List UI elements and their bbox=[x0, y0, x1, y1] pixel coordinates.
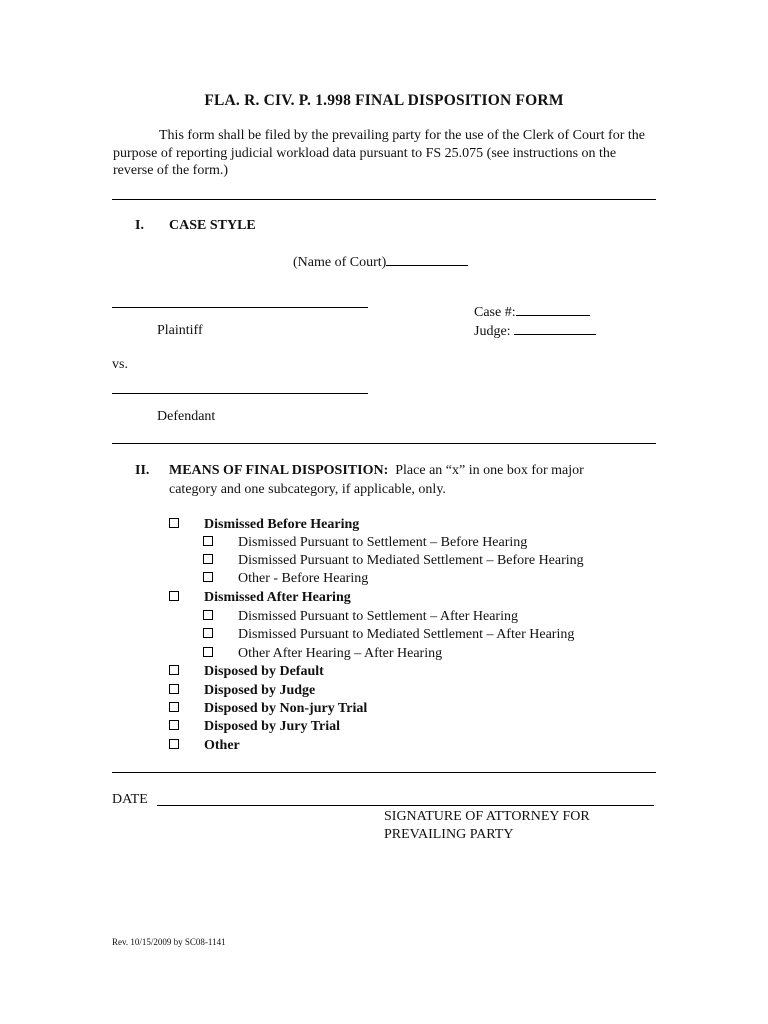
option-disposed-judge[interactable] bbox=[169, 682, 315, 700]
intro-paragraph bbox=[113, 127, 658, 180]
divider bbox=[112, 772, 656, 773]
option-label: Dismissed Pursuant to Mediated Settlement – After Hearing bbox=[238, 627, 575, 642]
option-dismissed-after-hearing[interactable] bbox=[169, 589, 351, 607]
option-label: Other - Before Hearing bbox=[238, 571, 369, 586]
option-label: Dismissed Before Hearing bbox=[204, 517, 360, 532]
section-2-instruction-cont: category and one subcategory, if applicable, only. bbox=[169, 482, 446, 497]
section-1-heading: CASE STYLE bbox=[169, 218, 256, 233]
divider bbox=[112, 199, 656, 200]
checkbox[interactable] bbox=[203, 610, 213, 620]
court-name-blank[interactable] bbox=[386, 254, 468, 266]
checkbox[interactable] bbox=[169, 739, 179, 749]
checkbox[interactable] bbox=[203, 554, 213, 564]
checkbox[interactable] bbox=[203, 572, 213, 582]
date-label: DATE bbox=[112, 792, 148, 807]
case-number-field[interactable] bbox=[474, 304, 590, 321]
versus-label: vs. bbox=[112, 357, 128, 372]
checkbox[interactable] bbox=[203, 536, 213, 546]
section-2-instruction: Place an “x” in one box for major bbox=[395, 463, 584, 478]
signature-label-line2: PREVAILING PARTY bbox=[384, 827, 514, 842]
section-1-numeral: I. bbox=[135, 218, 144, 233]
court-name-field[interactable] bbox=[293, 254, 468, 271]
option-disposed-non-jury-trial[interactable] bbox=[169, 700, 367, 718]
defendant-line[interactable] bbox=[112, 393, 368, 394]
option-disposed-jury-trial[interactable] bbox=[169, 718, 340, 736]
option-dismissed-before-hearing[interactable] bbox=[169, 516, 359, 534]
case-number-label: Case #: bbox=[474, 305, 516, 320]
option-label: Dismissed Pursuant to Settlement – Before Hearing bbox=[238, 535, 528, 550]
option-label: Other bbox=[204, 738, 240, 753]
intro-text: This form shall be filed by the prevailing party for the use of the Clerk of Court for the purpose of reporting judicial workload data pursuant to FS 25.075 (see instructions on the reverse of the form.) bbox=[113, 128, 645, 178]
date-signature-line[interactable] bbox=[157, 792, 654, 806]
option-other-before-hearing[interactable] bbox=[203, 570, 368, 588]
option-label: Disposed by Jury Trial bbox=[204, 719, 341, 734]
plaintiff-label: Plaintiff bbox=[157, 323, 203, 338]
checkbox[interactable] bbox=[203, 628, 213, 638]
option-mediated-before-hearing[interactable] bbox=[203, 552, 584, 570]
checkbox[interactable] bbox=[203, 647, 213, 657]
section-2-header bbox=[169, 463, 584, 479]
option-label: Disposed by Judge bbox=[204, 683, 316, 698]
checkbox[interactable] bbox=[169, 702, 179, 712]
option-disposed-default[interactable] bbox=[169, 663, 324, 681]
judge-label: Judge: bbox=[474, 324, 511, 339]
option-mediated-after-hearing[interactable] bbox=[203, 626, 574, 644]
checkbox[interactable] bbox=[169, 591, 179, 601]
option-label: Dismissed Pursuant to Mediated Settlement – Before Hearing bbox=[238, 553, 584, 568]
option-label: Other After Hearing – After Hearing bbox=[238, 646, 443, 661]
form-title: FLA. R. CIV. P. 1.998 FINAL DISPOSITION FORM bbox=[204, 92, 564, 109]
option-label: Disposed by Default bbox=[204, 664, 324, 679]
plaintiff-line[interactable] bbox=[112, 307, 368, 308]
checkbox[interactable] bbox=[169, 720, 179, 730]
option-label: Dismissed Pursuant to Settlement – After Hearing bbox=[238, 609, 518, 624]
section-2-heading: MEANS OF FINAL DISPOSITION: bbox=[169, 463, 389, 478]
option-settlement-after-hearing[interactable] bbox=[203, 608, 518, 626]
checkbox[interactable] bbox=[169, 518, 179, 528]
checkbox[interactable] bbox=[169, 665, 179, 675]
judge-field[interactable] bbox=[474, 323, 596, 340]
option-other-after-hearing[interactable] bbox=[203, 645, 442, 663]
signature-label-line1: SIGNATURE OF ATTORNEY FOR bbox=[384, 809, 590, 824]
option-label: Dismissed After Hearing bbox=[204, 590, 351, 605]
option-settlement-before-hearing[interactable] bbox=[203, 534, 527, 552]
divider bbox=[112, 443, 656, 444]
option-other[interactable] bbox=[169, 737, 240, 755]
case-number-blank[interactable] bbox=[516, 304, 590, 316]
judge-blank[interactable] bbox=[514, 323, 596, 335]
court-name-label: (Name of Court) bbox=[293, 255, 387, 270]
defendant-label: Defendant bbox=[157, 409, 216, 424]
revision-note: Rev. 10/15/2009 by SC08-1141 bbox=[112, 937, 226, 947]
section-2-numeral: II. bbox=[135, 463, 150, 478]
checkbox[interactable] bbox=[169, 684, 179, 694]
option-label: Disposed by Non-jury Trial bbox=[204, 701, 368, 716]
